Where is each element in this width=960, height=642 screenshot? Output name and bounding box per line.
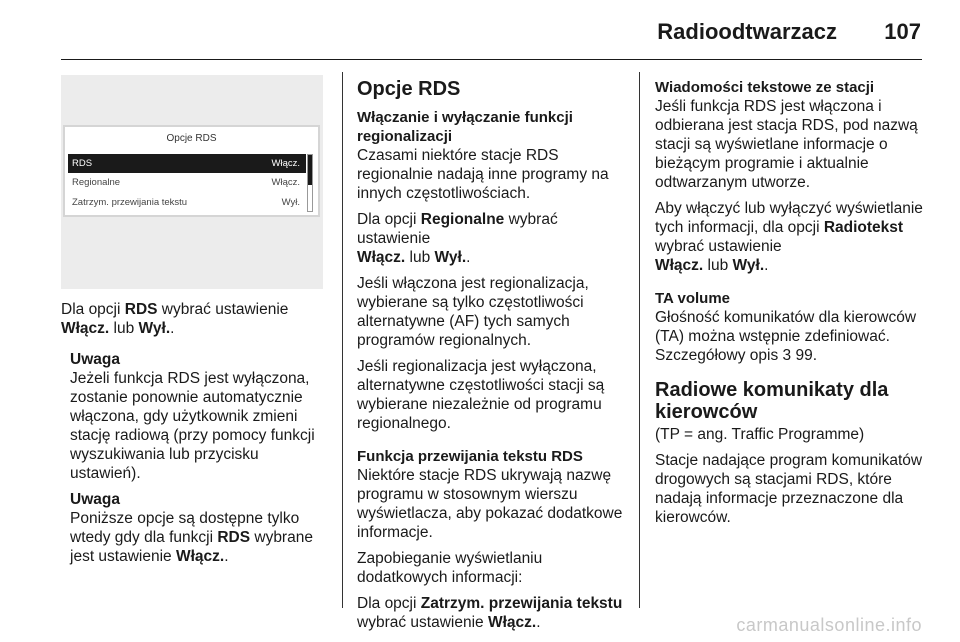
subsection-heading: Funkcja przewijania tekstu RDS	[357, 448, 583, 465]
menu-row-label: RDS	[72, 158, 93, 169]
paragraph: Aby włączyć lub wyłączyć wyświetlanie tych informacji, dla opcji Radiotekst wybrać ustawienie Włącz. lub Wył..	[655, 200, 923, 274]
page-number: 107	[884, 19, 921, 44]
column-divider	[342, 72, 343, 608]
note-heading: Uwaga	[70, 491, 120, 508]
menu-row-value: Włącz.	[271, 177, 300, 188]
paragraph: Głośność komunikatów dla kierowców (TA) można wstępnie zdefiniować. Szczegółowy opis 3 99.	[655, 309, 917, 364]
paragraph: Jeśli włączona jest regionalizacja, wybierane są tylko częstotliwości alternatywne (AF) tych samych programów regionalnych.	[357, 275, 589, 349]
paragraph: Dla opcji Regionalne wybrać ustawienie Włącz. lub Wył..	[357, 211, 558, 266]
display-screenshot	[61, 75, 323, 289]
menu-row-text-scroll	[68, 193, 306, 212]
paragraph: Czasami niektóre stacje RDS regionalnie nadają inne programy na innych częstotliwościach.	[357, 147, 609, 202]
note-block	[70, 350, 329, 566]
menu-row-value: Włącz.	[271, 158, 300, 169]
menu-row-label: Zatrzym. przewijania tekstu	[72, 197, 188, 208]
paragraph: Stacje nadające program komunikatów drogowych są stacjami RDS, które nadają informacje przeznaczone dla kierowców.	[655, 452, 923, 526]
column-3	[655, 78, 927, 534]
watermark: carmanualsonline.info	[736, 615, 922, 635]
menu-row-label: Regionalne	[72, 177, 121, 188]
menu-title: Opcje RDS	[166, 133, 217, 144]
menu-row-value: Wył.	[281, 197, 300, 208]
subsection-heading: TA volume	[655, 290, 731, 307]
page-ref-icon: 3	[782, 347, 792, 364]
note-heading: Uwaga	[70, 351, 120, 368]
header-rule	[61, 59, 922, 60]
rds-options-menu	[65, 127, 318, 215]
menu-row-rds	[68, 154, 306, 173]
paragraph: Niektóre stacje RDS ukrywają nazwę programu w stosownym wierszu wyświetlacza, aby pokazać dodatkowe informacje.	[357, 467, 623, 541]
paragraph: Zapobieganie wyświetlaniu dodatkowych informacji:	[357, 550, 543, 586]
paragraph: (TP = ang. Traffic Programme)	[655, 426, 865, 443]
subsection-heading: Wiadomości tekstowe ze stacji	[655, 79, 875, 96]
column-2	[357, 78, 629, 639]
paragraph: Jeśli funkcja RDS jest włączona i odbierana jest stacja RDS, pod nazwą stacji są wyświetlane informacje o bieżącym programie i aktualnie odtwarzanym utworze.	[655, 98, 918, 191]
scrollbar-thumb	[308, 155, 312, 185]
note-text: Poniższe opcje są dostępne tylko wtedy gdy dla funkcji RDS wybrane jest ustawienie Włącz..	[70, 510, 313, 565]
menu-row-regional	[68, 173, 306, 192]
paragraph: Dla opcji Zatrzym. przewijania tekstu wybrać ustawienie Włącz..	[357, 595, 623, 631]
column-1	[61, 300, 329, 573]
note-text: Jeżeli funkcja RDS jest wyłączona, zostanie ponownie automatycznie włączona, gdy użytkownik zmieni stację radiową (przy pomocy funkcji wyszukiwania lub przycisku ustawień).	[70, 370, 315, 482]
paragraph: Jeśli regionalizacja jest wyłączona, alternatywne częstotliwości stacji są wybierane niezależnie od programu regionalnego.	[357, 358, 605, 432]
paragraph: Dla opcji RDS wybrać ustawienie Włącz. lub Wył..	[61, 301, 289, 337]
section-heading: Opcje RDS	[357, 78, 461, 100]
subsection-heading: Włączanie i wyłączanie funkcji regionalizacji	[357, 109, 573, 145]
page-header	[0, 0, 960, 52]
page-title: Radioodtwarzacz	[657, 19, 837, 44]
column-divider	[639, 72, 640, 608]
section-heading: Radiowe komunikaty dla kierowców	[655, 379, 889, 423]
menu-scrollbar	[307, 154, 313, 212]
